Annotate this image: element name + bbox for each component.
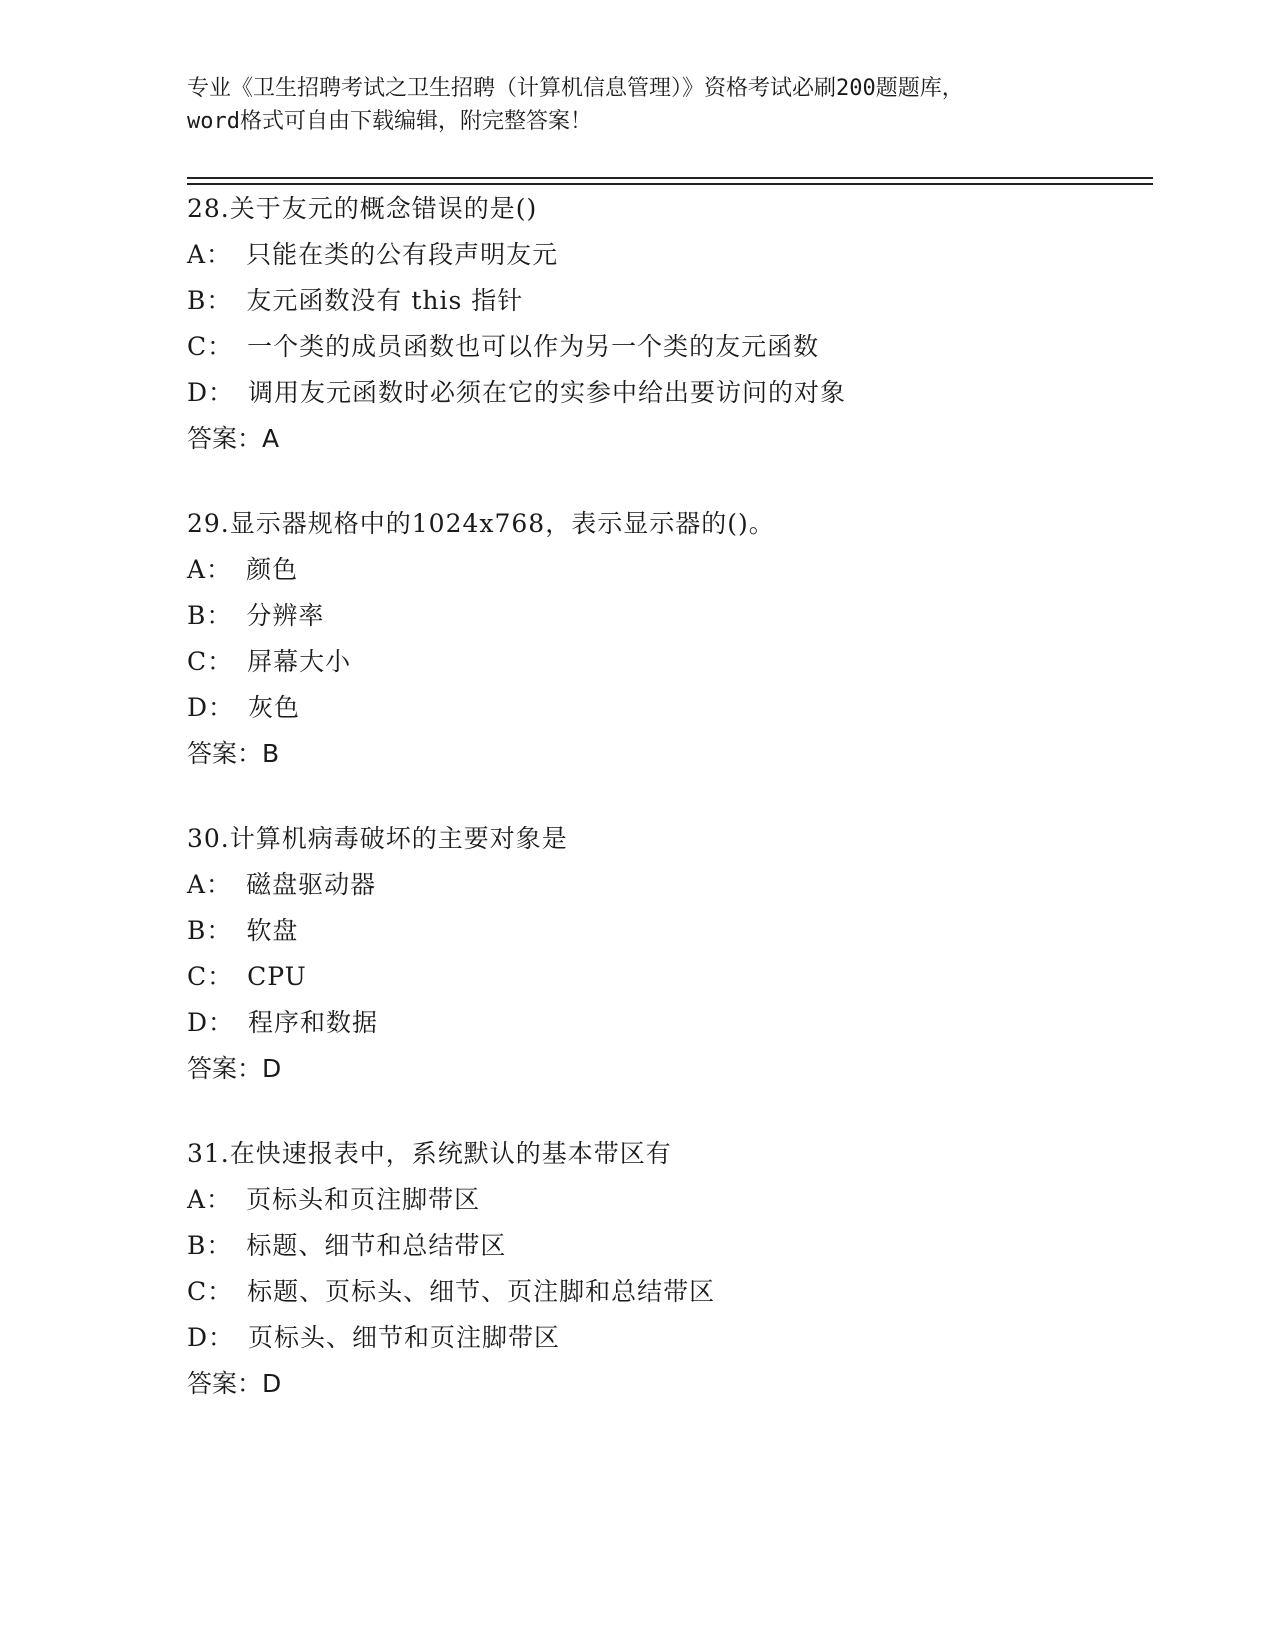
option-label: B：: [187, 916, 233, 945]
option-label: A：: [187, 555, 233, 584]
option-c: [187, 1269, 1187, 1315]
option-b: [187, 593, 1187, 639]
option-label: D：: [187, 378, 235, 407]
option-label: A：: [187, 1185, 233, 1214]
option-label: C：: [187, 962, 234, 991]
option-text: 一个类的成员函数也可以作为另一个类的友元函数: [247, 332, 820, 361]
answer: 答案：D: [187, 1369, 282, 1398]
option-a: [187, 232, 1187, 278]
option-text: 屏幕大小: [247, 647, 352, 676]
question-31: [187, 1131, 1187, 1407]
option-label: D：: [187, 1323, 235, 1352]
option-label: A：: [187, 240, 233, 269]
question-29: [187, 501, 1187, 777]
answer: 答案：D: [187, 1054, 282, 1083]
document-header: [187, 72, 1087, 138]
option-d: [187, 370, 1187, 416]
answer: 答案：B: [187, 739, 280, 768]
answer: 答案：A: [187, 424, 280, 453]
option-text: 软盘: [246, 916, 299, 945]
option-c: [187, 954, 1187, 1000]
header-line-2: word格式可自由下载编辑，附完整答案！: [187, 109, 592, 134]
option-label: D：: [187, 1008, 235, 1037]
question-28: [187, 186, 1187, 462]
question-stem: 31.在快速报表中，系统默认的基本带区有: [187, 1139, 672, 1168]
question-30: [187, 816, 1187, 1092]
option-label: C：: [187, 332, 234, 361]
question-stem: 30.计算机病毒破坏的主要对象是: [187, 824, 568, 853]
option-text: 颜色: [246, 555, 299, 584]
option-c: [187, 639, 1187, 685]
option-text: 程序和数据: [248, 1008, 379, 1037]
option-d: [187, 1315, 1187, 1361]
option-label: C：: [187, 647, 234, 676]
option-text: 标题、细节和总结带区: [246, 1231, 507, 1260]
option-b: [187, 908, 1187, 954]
option-text: 调用友元函数时必须在它的实参中给出要访问的对象: [248, 378, 847, 407]
option-text: 页标头和页注脚带区: [246, 1185, 481, 1214]
header-line-1: 专业《卫生招聘考试之卫生招聘（计算机信息管理）》资格考试必刷200题题库，: [187, 76, 964, 101]
option-label: B：: [187, 286, 233, 315]
option-d: [187, 685, 1187, 731]
header-divider-bottom: [187, 183, 1153, 185]
option-b: [187, 1223, 1187, 1269]
option-text: CPU: [247, 962, 307, 991]
option-label: C：: [187, 1277, 234, 1306]
option-a: [187, 862, 1187, 908]
option-label: B：: [187, 1231, 233, 1260]
option-label: D：: [187, 693, 235, 722]
option-c: [187, 324, 1187, 370]
option-text: 分辨率: [246, 601, 325, 630]
option-text: 友元函数没有 this 指针: [246, 286, 524, 315]
option-a: [187, 1177, 1187, 1223]
option-text: 标题、页标头、细节、页注脚和总结带区: [247, 1277, 716, 1306]
question-stem: 28.关于友元的概念错误的是(): [187, 194, 538, 223]
question-stem: 29.显示器规格中的1024x768，表示显示器的()。: [187, 509, 775, 538]
option-d: [187, 1000, 1187, 1046]
header-divider-top: [187, 177, 1153, 179]
option-text: 灰色: [248, 693, 301, 722]
option-text: 只能在类的公有段声明友元: [246, 240, 559, 269]
option-label: A：: [187, 870, 233, 899]
option-a: [187, 547, 1187, 593]
option-label: B：: [187, 601, 233, 630]
option-b: [187, 278, 1187, 324]
option-text: 磁盘驱动器: [246, 870, 377, 899]
option-text: 页标头、细节和页注脚带区: [248, 1323, 561, 1352]
